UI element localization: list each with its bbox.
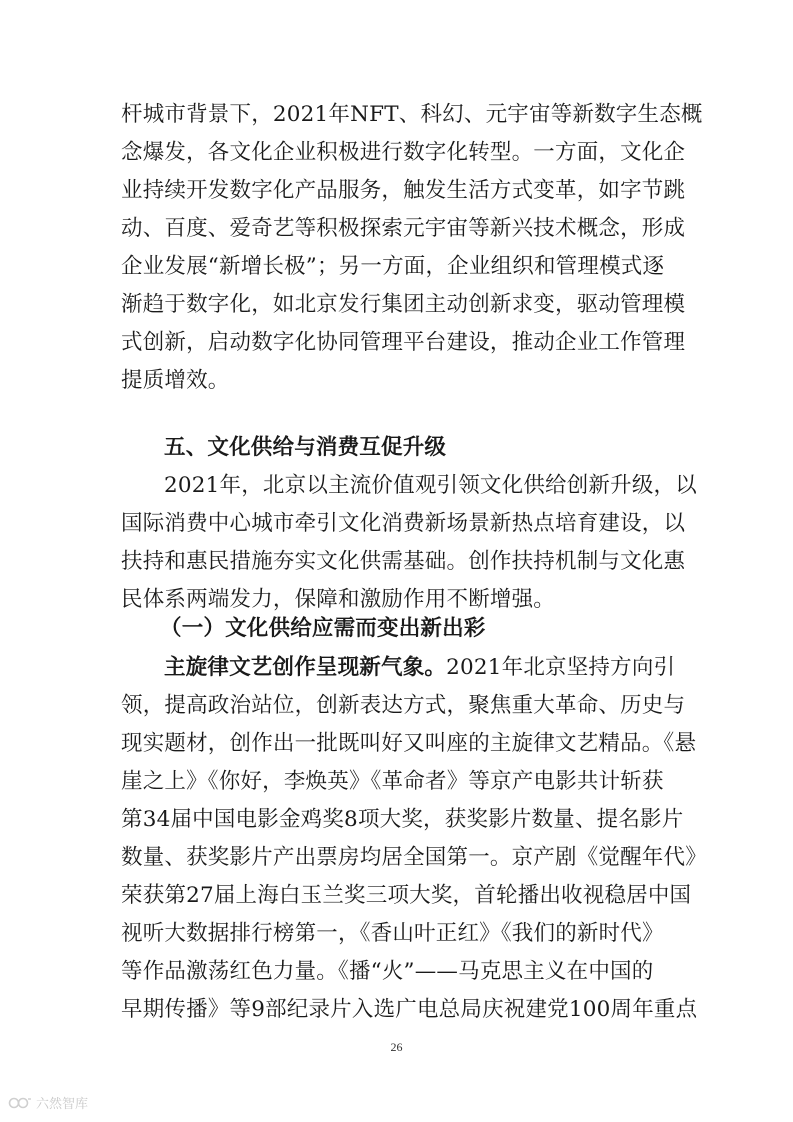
text-line: 国际消费中心城市牵引文化消费新场景新热点培育建设，以: [121, 511, 686, 536]
text-line: 现实题材，创作出一批既叫好又叫座的主旋律文艺精品。《悬: [121, 731, 697, 756]
text-line: 数量、获奖影片产出票房均居全国第一。京产剧《觉醒年代》: [121, 845, 707, 870]
text-line: 等作品激荡红色力量。《播“火”——马克思主义在中国的: [121, 959, 654, 984]
text-line: 业持续开发数字化产品服务，触发生活方式变革，如字节跳: [121, 178, 686, 203]
text-line: 杆城市背景下，2021年NFT、科幻、元宇宙等新数字生态概: [121, 102, 703, 127]
watermark-text: 六然智库: [36, 1097, 89, 1112]
text-line: 民体系两端发力，保障和激励作用不断增强。: [121, 587, 556, 612]
text-line: 动、百度、爱奇艺等积极探索元宇宙等新兴技术概念，形成: [121, 216, 686, 241]
page-number: 26: [390, 1040, 403, 1054]
text-line: 渐趋于数字化，如北京发行集团主动创新求变，驱动管理模: [121, 292, 686, 317]
paragraph-first-line: [164, 652, 675, 684]
text-line: 第34届中国电影金鸡奖8项大奖，获奖影片数量、提名影片: [121, 807, 684, 832]
text-line: 扶持和惠民措施夯实文化供需基础。创作扶持机制与文化惠: [121, 549, 686, 574]
paragraph-first-rest: 2021年北京坚持方向引: [446, 655, 676, 680]
watermark-logo-icon: [8, 1096, 32, 1110]
text-line: 企业发展“新增长极”；另一方面，企业组织和管理模式逐: [121, 254, 665, 279]
text-line: 早期传播》等9部纪录片入选广电总局庆祝建党100周年重点: [121, 997, 698, 1022]
text-line: 念爆发，各文化企业积极进行数字化转型。一方面，文化企: [121, 140, 686, 165]
text-line: 荣获第27届上海白玉兰奖三项大奖，首轮播出收视稳居中国: [121, 883, 692, 908]
text-line: 提质增效。: [121, 368, 230, 393]
text-line: 领，提高政治站位，创新表达方式，聚焦重大革命、历史与: [121, 693, 686, 718]
watermark: [8, 1093, 88, 1112]
subsection-heading: （一）文化供给应需而变出新出彩: [160, 616, 486, 641]
text-line: 视听大数据排行榜第一，《香山叶正红》《我们的新时代》: [121, 921, 664, 946]
text-line: 2021年，北京以主流价值观引领文化供给创新升级，以: [164, 473, 697, 498]
text-line: 式创新，启动数字化协同管理平台建设，推动企业工作管理: [121, 330, 686, 355]
paragraph-lead: 主旋律文艺创作呈现新气象。: [164, 655, 447, 680]
section-heading: 五、文化供给与消费互促升级: [164, 435, 447, 460]
text-line: 崖之上》《你好，李焕英》《革命者》等京产电影共计斩获: [121, 769, 664, 794]
